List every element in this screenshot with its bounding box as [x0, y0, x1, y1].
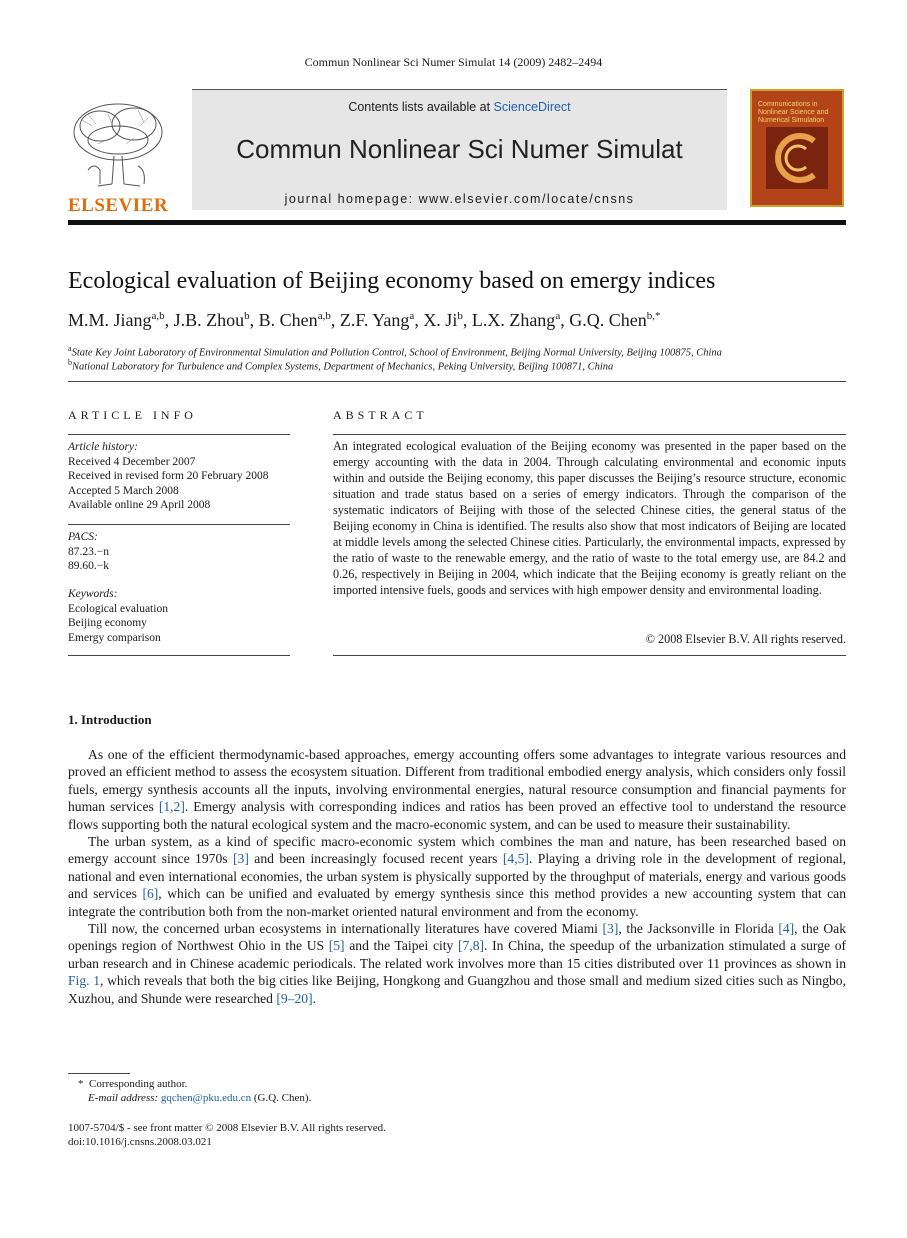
divider [68, 381, 846, 382]
journal-title: Commun Nonlinear Sci Numer Simulat [236, 134, 683, 164]
paragraph-text: . [312, 990, 317, 1006]
paragraph-text: , the Oak openings region of Northwest Ohio in the US [68, 921, 846, 954]
divider [333, 655, 846, 656]
sciencedirect-link[interactable]: ScienceDirect [493, 100, 571, 114]
paragraph-text: Till now, the concerned urban ecosystems in internationally literatures have covered Miami [88, 921, 603, 937]
issn-line: 1007-5704/$ - see front matter © 2008 Elsevier B.V. All rights reserved. [68, 1122, 386, 1134]
author[interactable]: L.X. Zhang$^a$ [471, 310, 561, 330]
divider [68, 524, 290, 525]
contents-line [192, 100, 727, 114]
divider [333, 434, 846, 435]
elsevier-wordmark: ELSEVIER [68, 195, 169, 216]
article-history [68, 440, 290, 513]
citation-link[interactable]: [4,5] [502, 851, 529, 867]
author[interactable]: M.M. Jiang$^{a,b}$ [68, 310, 165, 330]
keywords-label: Keywords: [68, 588, 118, 600]
citation-link[interactable]: [9–20] [276, 990, 313, 1006]
affiliation: $^b$National Laboratory for Turbulence and Complex Systems, Department of Mechanics, Peking University, Beijing 100871, China [68, 358, 614, 373]
email-link[interactable]: gqchen@pku.edu.cn [160, 1092, 252, 1104]
author[interactable]: Z.F. Yang$^a$ [339, 310, 415, 330]
footnote-rule [68, 1073, 130, 1074]
abstract-heading: ABSTRACT [333, 408, 428, 422]
history-item: Available online 29 April 2008 [68, 499, 211, 511]
paragraph-text: . In China, the speedup of the urbanization stimulated a surge of urban research and in Chinese academic periodicals. The related work involves more than 15 cities distributed over 11 provinces as shown in [68, 938, 847, 971]
author[interactable]: B. Chen$^{a,b}$ [258, 310, 331, 330]
article-info-heading: ARTICLE INFO [68, 408, 197, 422]
history-item: Received in revised form 20 February 2008 [68, 470, 269, 482]
paragraph-text: and the Taipei city [344, 938, 458, 954]
elsevier-tree-icon [68, 100, 168, 188]
paragraph-text: and been increasingly focused recent years [248, 851, 503, 867]
paragraph-text: . Playing a driving role in the development of regional, national and even international economies, the urban system is physically supported by the throughput of materials, energy and various goods and services [68, 851, 846, 902]
keyword[interactable]: Beijing economy [68, 617, 147, 629]
history-label: Article history: [68, 441, 138, 453]
citation-link[interactable]: [5] [328, 938, 345, 954]
paragraph-text: As one of the efficient thermodynamic-based approaches, emergy accounting offers some advantages to integrate various resources and proved an efficient method to assess the ecosystem situation. Different from traditional embodied energy analysis, which considers only fossil fuels, emergy synthesis accounts all the inputs, involving environmental energies, natural resource consumption and financial payments for human services [68, 747, 846, 815]
divider [68, 434, 290, 435]
email-note: E-mail address: gqchen@pku.edu.cn (G.Q. Chen). [88, 1092, 312, 1104]
section-heading: 1. Introduction [68, 712, 152, 727]
author[interactable]: X. Ji$^b$ [423, 310, 463, 330]
contents-prefix: Contents lists available at [348, 100, 494, 114]
keyword[interactable]: Ecological evaluation [68, 602, 168, 615]
pacs-block [68, 530, 290, 574]
doi-line[interactable]: doi:10.1016/j.cnsns.2008.03.021 [68, 1136, 212, 1148]
paragraph [68, 920, 846, 1007]
abstract-text: An integrated ecological evaluation of the Beijing economy was presented in the paper based on the emergy accounting with the data in 2004. Through calculating environmental and economic inputs within and outside the Beijing economy, this paper discusses the Beijing’s resource structure, economic situation and trade status based on a series of emergy indicators. Through the comparison of the systematic indicators of Beijing with those of the selected Chinese cities, the general status of the Beijing economy in China is identified. The results also show that most indicators of Beijing are located at middle levels among the selected Chinese cities. Particularly, the environmental impacts, expressed by the ratio of waste to the renewable emergy, and the ratio of waste to the total emergy use, are 84.2 and 0.26, respectively in Beijing in 2004, which indicate that the Beijing economy is greatly reliant on the imported intensive fuels, goods and services with high empower density and environmental loading. [333, 439, 846, 597]
cover-title: Communications in Nonlinear Science and Numerical Simulation [758, 101, 829, 124]
masthead-rule [68, 220, 846, 225]
corresponding-note: * Corresponding author. [78, 1078, 188, 1090]
journal-masthead [192, 89, 727, 210]
article-title: Ecological evaluation of Beijing economy based on emergy indices [68, 268, 716, 294]
paragraph [68, 833, 846, 920]
cover-art-icon [766, 127, 828, 189]
divider [68, 655, 290, 656]
paragraph-text: , the Jacksonville in Florida [618, 921, 779, 937]
keyword[interactable]: Emergy comparison [68, 631, 161, 644]
paragraph-text: The urban system, as a kind of specific macro-economic system which combines the man and nature, has been researched based on emergy account since 1970s [68, 834, 846, 867]
pacs-label: PACS: [68, 531, 98, 543]
history-item: Accepted 5 March 2008 [68, 484, 179, 497]
citation-link[interactable]: Fig. 1 [68, 973, 101, 989]
author[interactable]: G.Q. Chen$^{b,*}$ [569, 310, 661, 330]
keywords-block [68, 587, 290, 645]
paragraph [68, 746, 846, 833]
journal-homepage[interactable]: journal homepage: www.elsevier.com/locate/cnsns [284, 192, 635, 206]
running-header: Commun Nonlinear Sci Numer Simulat 14 (2009) 2482–2494 [304, 55, 603, 69]
author[interactable]: J.B. Zhou$^b$ [173, 310, 250, 330]
paragraph-text: . Emergy analysis with corresponding indices and ratios has been proved an effective tool to understand the resource flows supporting both the natural ecological system and the macro-economic system, and can be used to measure their sustainability. [68, 799, 846, 832]
author-list: M.M. Jiang$^{a,b}$, J.B. Zhou$^b$, B. Chen$^{a,b}$, Z.F. Yang$^a$, X. Ji$^b$, L.X. Zhang$^a$, G.Q. Chen$^{b,*}$ [68, 310, 661, 330]
paragraph-text: , which reveals that both the big cities like Beijing, Hongkong and Guangzhou and those small and medium sized cities such as Ningbo, Xuzhou, and Shunde were researched [68, 973, 846, 1006]
pacs-item: 89.60.−k [68, 560, 109, 572]
citation-link[interactable]: [3] [233, 851, 249, 867]
citation-link[interactable]: [3] [602, 921, 619, 937]
paragraph-text: , which can be unified and evaluated by emergy synthesis since this method provides a new accounting system that can integrate the contribution both from the non-market oriented natural environment and from the economy. [68, 886, 846, 919]
citation-link[interactable]: [6] [142, 886, 159, 902]
elsevier-logo[interactable] [68, 100, 169, 216]
journal-cover[interactable] [750, 89, 844, 207]
affiliation: $^a$State Key Joint Laboratory of Environmental Simulation and Pollution Control, School of Environment, Beijing Normal University, Beijing 100875, China [68, 344, 722, 359]
citation-link[interactable]: [1,2] [158, 799, 185, 815]
citation-link[interactable]: [4] [778, 921, 795, 937]
abstract-copyright: © 2008 Elsevier B.V. All rights reserved. [645, 632, 846, 646]
introduction-body [68, 746, 846, 1007]
citation-link[interactable]: [7,8] [458, 938, 485, 954]
history-item: Received 4 December 2007 [68, 455, 196, 468]
pacs-item: 87.23.−n [68, 545, 109, 558]
